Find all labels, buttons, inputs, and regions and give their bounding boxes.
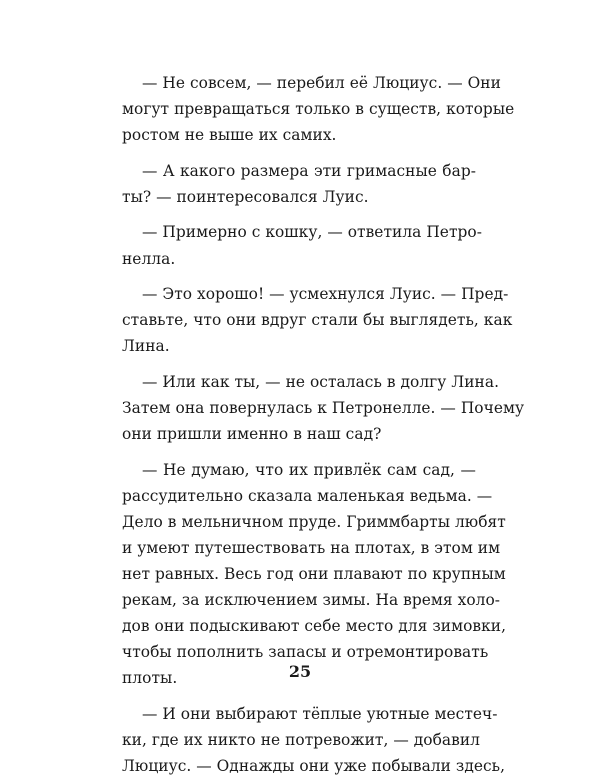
- paragraph-1: [122, 70, 515, 148]
- text-line: ростом не выше их самих.: [122, 126, 337, 145]
- paragraph-3: [122, 219, 482, 271]
- text-line: — Не совсем, — перебил её Люциус. — Они: [142, 74, 501, 92]
- paragraph-5: [122, 369, 525, 447]
- paragraph-4: [122, 281, 513, 359]
- text-line: рекам, за исключением зимы. На время холо-: [122, 591, 501, 610]
- text-line: — Это хорошо! — усмехнулся Луис. — Пред-: [142, 285, 509, 304]
- text-line: могут превращаться только в существ, которые: [122, 100, 515, 119]
- text-line: — А какого размера эти гримасные бар-: [142, 161, 476, 180]
- text-line: дов они подыскивают себе место для зимовки,: [122, 617, 507, 636]
- text-line: плоты.: [122, 669, 178, 688]
- text-line: рассудительно сказала маленькая ведьма. —: [122, 486, 493, 505]
- paragraph-6: [122, 457, 507, 692]
- text-line: Затем она повернулась к Петронелле. — Почему: [122, 399, 525, 418]
- text-line: — Не думаю, что их привлёк сам сад, —: [142, 460, 476, 479]
- text-line: ты? — поинтересовался Луис.: [122, 187, 369, 206]
- text-line: Дело в мельничном пруде. Гриммбарты любят: [122, 512, 506, 531]
- text-line: они пришли именно в наш сад?: [122, 425, 382, 444]
- text-line: — И они выбирают тёплые уютные местеч-: [142, 705, 498, 724]
- paragraph-7: [122, 701, 506, 779]
- text-line: Лина.: [122, 337, 170, 356]
- text-line: — Примерно с кошку, — ответила Петро-: [142, 223, 482, 242]
- text-line: ставьте, что они вдруг стали бы выглядеть, как: [122, 311, 513, 330]
- text-line: — Или как ты, — не осталась в долгу Лина.: [142, 372, 500, 391]
- text-line: ки, где их никто не потревожит, — добавил: [122, 731, 480, 750]
- text-line: нет равных. Весь год они плавают по крупным: [122, 565, 506, 584]
- text-line: Люциус. — Однажды они уже побывали здесь,: [122, 757, 506, 776]
- text-line: нелла.: [122, 249, 176, 268]
- text-line: и умеют путешествовать на плотах, в этом им: [122, 539, 501, 557]
- page-number: 25: [288, 662, 312, 681]
- paragraph-2: [122, 158, 476, 210]
- text-line: чтобы пополнить запасы и отремонтировать: [122, 643, 489, 662]
